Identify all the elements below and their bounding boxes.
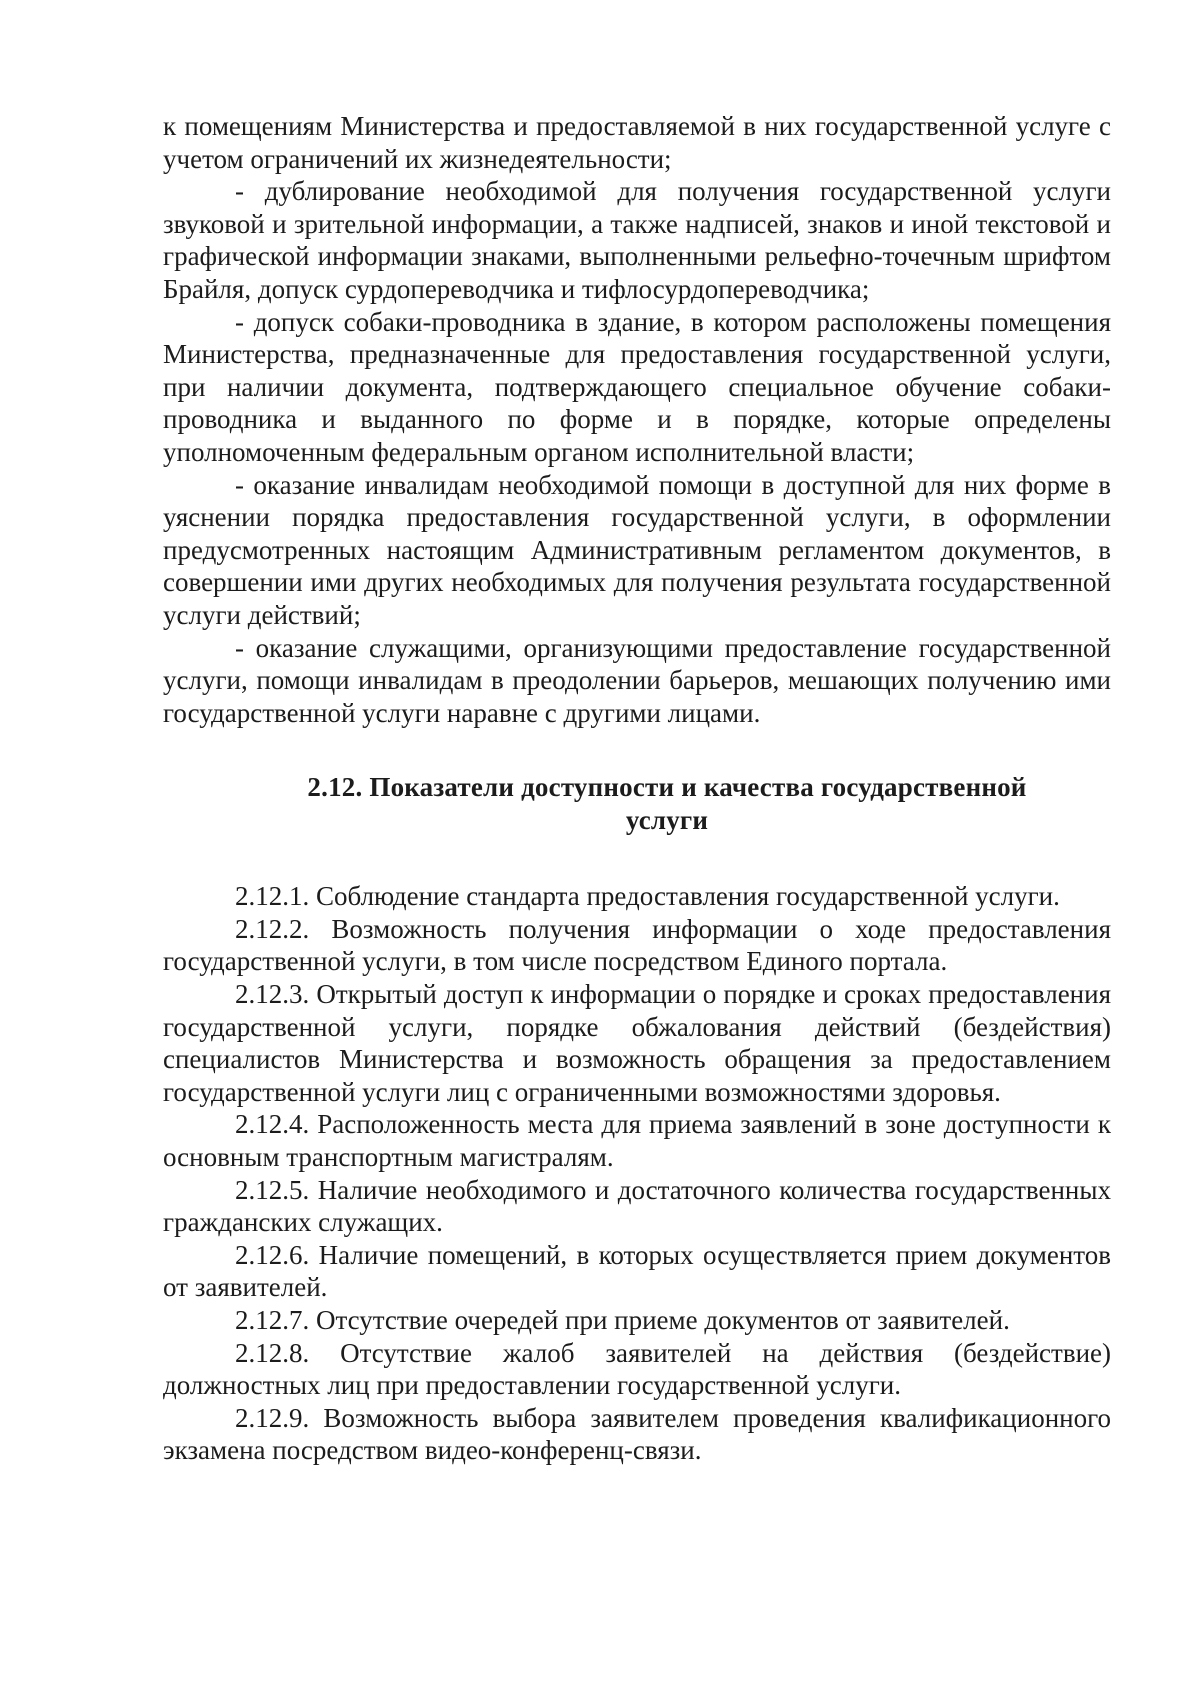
section-heading-line-1: 2.12. Показатели доступности и качества государственной [307,772,1027,803]
paragraph-continuation: к помещениям Министерства и предоставляемой в них государственной услуге с учетом ограничений их жизнедеятельности; [163,111,1111,174]
paragraph-barriers: - оказание служащими, организующими предоставление государственной услуги, помощи инвалидам в преодолении барьеров, мешающих получению ими государственной услуги наравне с другими лицами. [163,632,1111,728]
paragraph-assistance: - оказание инвалидам необходимой помощи в доступной для них форме в уяснении порядка предоставления государственной услуги, в оформлении предусмотренных настоящим Административным регламентом документов, в совершении ими других необходимых для получения результата государственной услуги действий; [163,469,1111,630]
item-2-12-8: 2.12.8. Отсутствие жалоб заявителей на действия (бездействие) должностных лиц при предоставлении государственной услуги. [163,1337,1111,1401]
item-2-12-4: 2.12.4. Расположенность места для приема заявлений в зоне доступности к основным транспортным магистралям. [163,1109,1111,1173]
paragraph-guide-dog: - допуск собаки-проводника в здание, в котором расположены помещения Министерства, предназначенные для предоставления государственной услуги, при наличии документа, подтверждающего специальное обучение собаки-проводника и выданного по форме и в порядке, которые определены уполномоченным федеральным органом исполнительной власти; [163,306,1111,467]
item-2-12-5: 2.12.5. Наличие необходимого и достаточного количества государственных гражданских служащих. [163,1174,1111,1238]
item-2-12-9: 2.12.9. Возможность выбора заявителем проведения квалификационного экзамена посредством видео-конференц-связи. [163,1402,1111,1466]
item-2-12-2: 2.12.2. Возможность получения информации о ходе предоставления государственной услуги, в том числе посредством Единого портала. [163,913,1111,977]
section-heading [163,771,1111,837]
section-heading-line-2: услуги [625,805,709,836]
item-2-12-3: 2.12.3. Открытый доступ к информации о порядке и сроках предоставления государственной услуги, порядке обжалования действий (бездействия) специалистов Министерства и возможность обращения за предоставлением государственной услуги лиц с ограниченными возможностями здоровья. [163,979,1111,1107]
document-page [163,110,1111,1467]
item-2-12-7: 2.12.7. Отсутствие очередей при приеме документов от заявителей. [235,1305,1010,1335]
paragraph-braille-duplication: - дублирование необходимой для получения государственной услуги звуковой и зрительной информации, а также надписей, знаков и иной текстовой и графической информации знаками, выполненными рельефно-точечным шрифтом Брайля, допуск сурдопереводчика и тифлосурдопереводчика; [163,176,1111,304]
item-2-12-6: 2.12.6. Наличие помещений, в которых осуществляется прием документов от заявителей. [163,1239,1111,1303]
item-2-12-1: 2.12.1. Соблюдение стандарта предоставления государственной услуги. [235,881,1060,912]
